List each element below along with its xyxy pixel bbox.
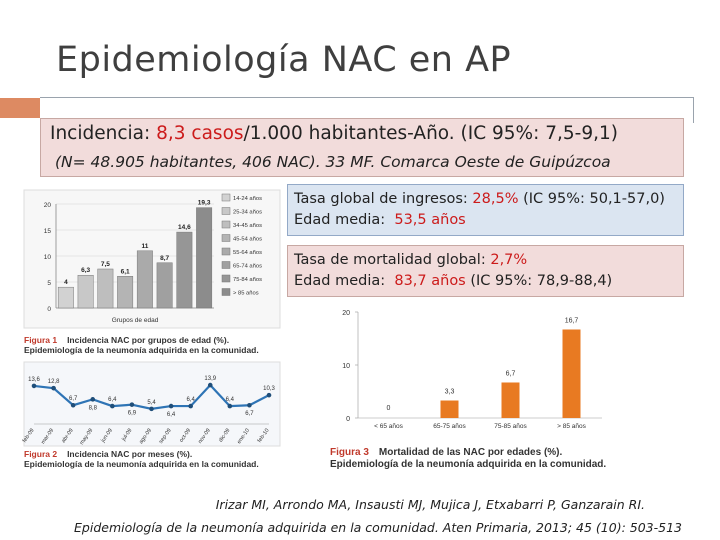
point-value-label: 6,7 — [68, 396, 78, 403]
legend-swatch — [222, 194, 230, 201]
bar-value-label: 16,7 — [564, 317, 579, 325]
x-tick-label: sep-09 — [158, 427, 173, 445]
figure1-caption-b: Epidemiología de la neumonía adquirida en la comunidad. — [24, 345, 259, 355]
mortality-label: Tasa de mortalidad global: — [294, 252, 486, 268]
data-point — [149, 407, 154, 412]
figure2-label: Figura 2 — [24, 449, 58, 459]
bar-value-label: 6,3 — [81, 267, 91, 275]
x-tick-label: nov-09 — [197, 427, 212, 445]
legend-swatch — [222, 208, 230, 215]
data-point — [208, 383, 213, 388]
figure2-caption-b: Epidemiología de la neumonía adquirida en la comunidad. — [24, 459, 259, 469]
x-tick-label: jul-09 — [120, 427, 134, 443]
legend-swatch — [222, 235, 230, 242]
admissions-age-value: 53,5 años — [394, 212, 466, 228]
x-tick-label: jun-09 — [100, 427, 114, 444]
legend-swatch — [222, 289, 230, 296]
legend-label: 34-45 años — [233, 223, 263, 229]
mortality-value: 2,7% — [490, 252, 528, 268]
incidence-rest: /1.000 habitantes-Año. (IC 95%: 7,5-9,1) — [243, 123, 618, 144]
y-tick-label: 10 — [43, 254, 51, 261]
bar — [98, 269, 113, 308]
x-tick-label: 65-75 años — [433, 423, 466, 430]
citation-authors: Irizar MI, Arrondo MA, Insausti MJ, Mujica J, Etxabarri P, Ganzarain RI. — [215, 497, 645, 512]
admissions-label: Tasa global de ingresos: — [294, 191, 468, 207]
legend-label: 75-84 años — [233, 277, 263, 283]
bar — [563, 329, 581, 418]
point-value-label: 6,7 — [245, 411, 254, 418]
data-point — [247, 403, 252, 408]
bar-value-label: 6,1 — [120, 268, 130, 276]
incidence-detail: (N= 48.905 habitantes, 406 NAC). 33 MF. Comarca Oeste de Guipúzcoa — [55, 153, 611, 171]
x-tick-label: feb-09 — [21, 427, 36, 444]
x-tick-label: < 65 años — [374, 423, 403, 430]
point-value-label: 6,4 — [166, 412, 176, 419]
admissions-value: 28,5% — [472, 191, 519, 207]
data-point — [110, 404, 115, 409]
data-point — [130, 402, 135, 407]
bar-value-label: 6,7 — [505, 370, 516, 378]
y-tick-label: 20 — [43, 202, 51, 209]
point-value-label: 6,4 — [108, 397, 117, 404]
x-tick-label: may-09 — [78, 427, 95, 447]
figure3-caption-a: Mortalidad de las NAC por edades (%). — [378, 447, 563, 458]
incidence-label: Incidencia: — [50, 123, 151, 144]
bar-value-label: 8,7 — [160, 254, 170, 262]
point-value-label: 12,8 — [47, 379, 60, 386]
figure1-caption-a: Incidencia NAC por grupos de edad (%). — [67, 335, 230, 345]
data-point — [51, 386, 56, 391]
point-value-label: 5,4 — [147, 399, 156, 406]
figure3-caption-b: Epidemiología de la neumonía adquirida en la comunidad. — [330, 459, 607, 470]
mortality-age-label: Edad media: — [294, 273, 386, 289]
figure2-caption-a: Incidencia NAC por meses (%). — [67, 449, 193, 459]
incidence-line — [50, 123, 618, 144]
data-point — [32, 384, 37, 389]
x-tick-label: ago-09 — [138, 427, 154, 446]
y-tick-label: 15 — [43, 228, 51, 235]
x-tick-label: feb-10 — [256, 427, 271, 444]
y-tick-label: 20 — [342, 310, 350, 317]
data-point — [228, 404, 233, 409]
y-tick-label: 0 — [346, 416, 350, 423]
figure1-caption — [24, 335, 259, 355]
monthly-line-chart — [21, 362, 280, 448]
figure3-caption — [330, 447, 606, 471]
figure3-label: Figura 3 — [330, 447, 369, 458]
bar — [117, 276, 132, 308]
admissions-box — [287, 184, 684, 236]
legend-label: > 85 años — [233, 290, 259, 297]
legend-swatch — [222, 221, 230, 228]
mortality-age-value: 83,7 años — [394, 273, 466, 289]
data-point — [188, 404, 193, 409]
data-point — [169, 404, 174, 409]
bar-value-label: 0 — [386, 405, 391, 412]
bar-value-label: 7,5 — [100, 261, 110, 268]
y-tick-label: 0 — [47, 306, 51, 313]
figure1-label: Figura 1 — [24, 335, 58, 345]
legend-label: 45-54 años — [233, 236, 263, 243]
citation-reference: Epidemiología de la neumonía adquirida en la comunidad. Aten Primaria, 2013; 45 (10): 503-513 — [74, 520, 682, 535]
point-value-label: 6,4 — [225, 397, 235, 404]
admissions-age-label: Edad media: — [294, 212, 386, 228]
mortality-bar-chart — [330, 304, 610, 444]
point-value-label: 8,8 — [88, 405, 97, 412]
mortality-box — [287, 245, 684, 297]
admissions-ci: (IC 95%: 50,1-57,0) — [523, 191, 665, 207]
x-tick-label: > 85 años — [557, 423, 586, 430]
bar-value-label: 4 — [64, 279, 68, 287]
legend-label: 55-64 años — [233, 250, 263, 256]
mortality-line1 — [294, 250, 677, 271]
bar — [177, 232, 192, 308]
title-divider-vertical — [693, 97, 694, 123]
incidence-value: 8,3 casos — [156, 123, 244, 144]
slide-title: Epidemiología NAC en AP — [56, 40, 512, 80]
admissions-line1 — [294, 189, 677, 210]
bar-value-label: 14,6 — [178, 224, 191, 232]
legend-swatch — [222, 248, 230, 255]
bar — [58, 287, 73, 308]
bar — [441, 401, 459, 418]
title-divider — [40, 97, 693, 98]
bar — [157, 263, 172, 308]
legend-label: 25-34 años — [233, 209, 263, 216]
legend-swatch — [222, 275, 230, 282]
point-value-label: 6,9 — [127, 410, 137, 417]
bar-value-label: 3,3 — [444, 388, 455, 396]
legend-swatch — [222, 262, 230, 269]
y-tick-label: 10 — [342, 363, 350, 370]
legend-label: 65-74 años — [233, 263, 263, 270]
data-point — [71, 403, 76, 408]
bar — [78, 275, 93, 308]
x-tick-label: oct-09 — [178, 427, 193, 444]
x-tick-label: abr-09 — [60, 427, 75, 445]
data-point — [267, 393, 272, 398]
bar — [502, 382, 520, 418]
bar-value-label: 19,3 — [197, 199, 211, 207]
point-value-label: 13,6 — [28, 376, 40, 383]
incidence-box — [40, 118, 684, 177]
point-value-label: 13,9 — [204, 376, 217, 383]
bar-value-label: 11 — [141, 242, 149, 250]
mortality-line2 — [294, 271, 677, 292]
mortality-ci: (IC 95%: 78,9-88,4) — [470, 273, 613, 289]
x-axis-label: Grupos de edad — [111, 317, 159, 324]
legend-label: 14-24 años — [233, 196, 263, 202]
x-tick-label: mar-09 — [40, 427, 56, 446]
figure2-caption — [24, 449, 259, 469]
accent-bar — [0, 98, 40, 118]
data-point — [90, 397, 95, 402]
bar — [196, 208, 211, 308]
x-tick-label: ene-10 — [236, 427, 252, 446]
point-value-label: 6,4 — [186, 397, 195, 404]
bar — [137, 251, 152, 308]
y-tick-label: 5 — [47, 280, 51, 287]
age-group-bar-chart — [24, 190, 280, 330]
x-tick-label: dic-09 — [217, 427, 232, 444]
point-value-label: 10,3 — [263, 386, 275, 393]
admissions-line2 — [294, 210, 677, 231]
x-tick-label: 75-85 años — [494, 423, 527, 430]
